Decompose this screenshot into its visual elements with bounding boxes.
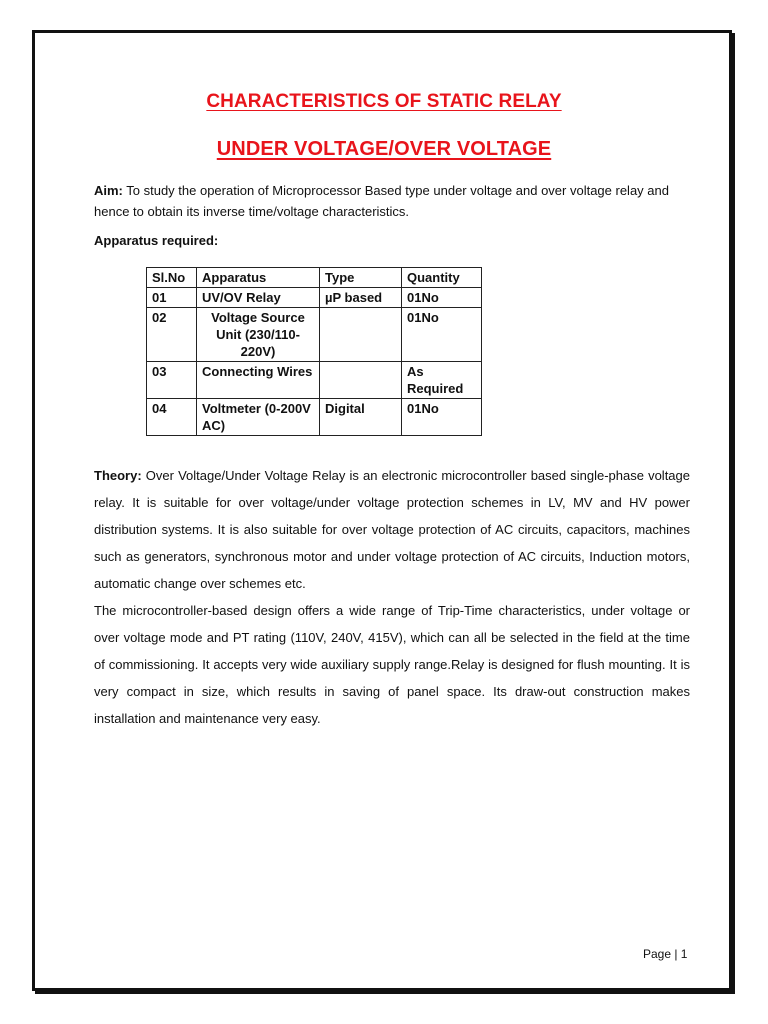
header-type: Type bbox=[320, 268, 402, 288]
title-line-2: UNDER VOLTAGE/OVER VOLTAGE bbox=[216, 138, 552, 160]
table-cell: UV/OV Relay bbox=[197, 288, 320, 308]
apparatus-label: Apparatus required: bbox=[94, 233, 219, 248]
table-cell: 02 bbox=[147, 308, 197, 362]
theory-section bbox=[94, 462, 690, 732]
table-row bbox=[147, 399, 482, 436]
theory-paragraph-1 bbox=[94, 462, 690, 597]
table-cell: As Required bbox=[402, 362, 482, 399]
aim-paragraph bbox=[94, 180, 674, 222]
table-cell: 01No bbox=[402, 308, 482, 362]
aim-label: Aim: bbox=[94, 183, 123, 198]
table-cell: 03 bbox=[147, 362, 197, 399]
table-row bbox=[147, 362, 482, 399]
table-cell: Voltmeter (0-200V AC) bbox=[197, 399, 320, 436]
page-number: Page | 1 bbox=[643, 947, 688, 961]
table-cell: 01No bbox=[402, 399, 482, 436]
table-cell: 01No bbox=[402, 288, 482, 308]
apparatus-table bbox=[146, 267, 482, 436]
table-cell bbox=[320, 308, 402, 362]
theory-paragraph-2: The microcontroller-based design offers a wide range of Trip-Time characteristics, under voltage or over voltage mode and PT rating (110V, 240V, 415V), which can all be selected in the field at the time of commissioning. It accepts very wide auxiliary supply range.Relay is designed for flush mounting. It is very compact in size, which results in saving of panel space. Its draw-out construction makes installation and maintenance very easy. bbox=[94, 603, 690, 726]
theory-label: Theory: bbox=[94, 468, 142, 483]
header-apparatus: Apparatus bbox=[197, 268, 320, 288]
header-slno: Sl.No bbox=[147, 268, 197, 288]
table-cell: µP based bbox=[320, 288, 402, 308]
table-row bbox=[147, 288, 482, 308]
table-cell: 01 bbox=[147, 288, 197, 308]
header-quantity: Quantity bbox=[402, 268, 482, 288]
table-cell: Digital bbox=[320, 399, 402, 436]
table-cell: Connecting Wires bbox=[197, 362, 320, 399]
title-line-1: CHARACTERISTICS OF STATIC RELAY bbox=[206, 91, 562, 112]
table-header-row bbox=[147, 268, 482, 288]
table-cell: Voltage Source Unit (230/110-220V) bbox=[197, 308, 320, 362]
table-row bbox=[147, 308, 482, 362]
table-cell bbox=[320, 362, 402, 399]
table-cell: 04 bbox=[147, 399, 197, 436]
aim-text: To study the operation of Microprocessor Based type under voltage and over voltage relay and hence to obtain its inverse time/voltage characteristics. bbox=[94, 183, 669, 219]
theory-text-1: Over Voltage/Under Voltage Relay is an electronic microcontroller based single-phase voltage relay. It is suitable for over voltage/under voltage protection schemes in LV, MV and HV power distribution systems. It is also suitable for over voltage protection of AC circuits, capacitors, machines such as generators, synchronous motor and under voltage protection of AC circuits, Induction motors, automatic change over schemes etc. bbox=[94, 468, 690, 591]
